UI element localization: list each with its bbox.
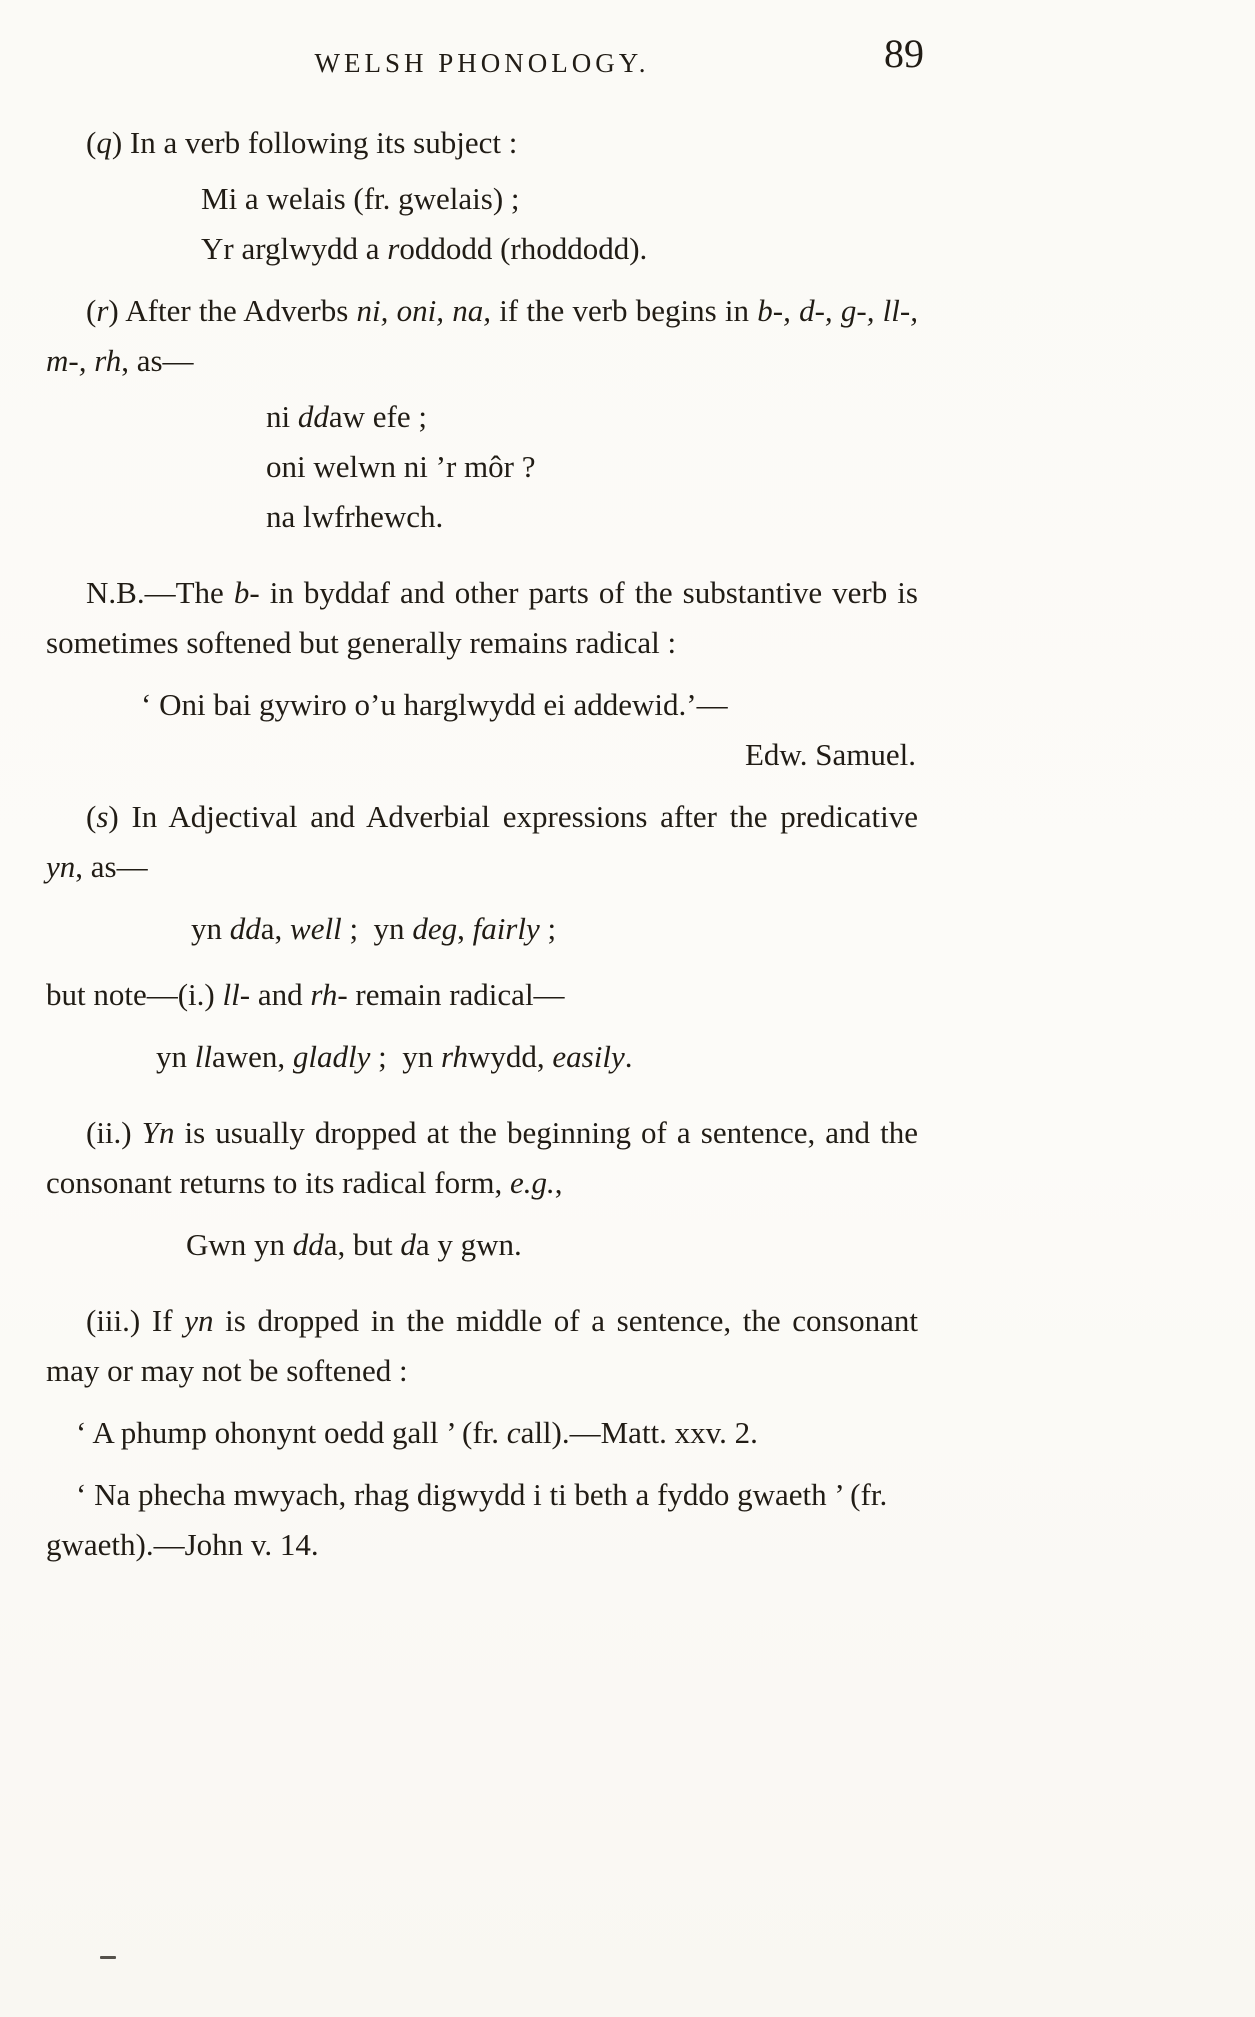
para-s-line: (s) In Adjectival and Adverbial expressions after the predicative yn, as— (46, 799, 918, 884)
para-matt-line: ‘ A phump ohonynt oedd gall ’ (fr. call).—Matt. xxv. 2. (76, 1415, 758, 1450)
example-i (156, 1032, 918, 1082)
examples-r-line: na lwfrhewch. (266, 499, 444, 534)
para-ii-line: (ii.) Yn is usually dropped at the beginning of a sentence, and the consonant returns to its radical form, e.g., (46, 1115, 918, 1200)
para-s (46, 792, 918, 892)
examples-r-line: oni welwn ni ’r môr ? (266, 449, 536, 484)
para-nb-line: N.B.—The b- in byddaf and other parts of the substantive verb is sometimes softened but generally remains radical : (46, 575, 918, 660)
para-r (46, 286, 918, 386)
examples-r-line: ni ddaw efe ; (266, 399, 427, 434)
page-header (46, 31, 924, 94)
example-ii-line: Gwn yn dda, but da y gwn. (186, 1227, 522, 1262)
para-john (46, 1470, 918, 1570)
para-ii (46, 1108, 918, 1208)
para-note-line: but note—(i.) ll- and rh- remain radical— (46, 977, 565, 1012)
examples-q-line: Yr arglwydd a roddodd (rhoddodd). (201, 231, 648, 266)
para-iii-line: (iii.) If yn is dropped in the middle of a sentence, the consonant may or may not be softened : (46, 1303, 918, 1388)
para-note (46, 970, 918, 1020)
quote-attribution (46, 730, 918, 780)
document-body (46, 118, 918, 1570)
example-s-line: yn dda, well ; yn deg, fairly ; (191, 911, 557, 946)
para-nb (46, 568, 918, 668)
para-john-line: ‘ Na phecha mwyach, rhag digwydd i ti beth a fyddo gwaeth ’ (fr. gwaeth).—John v. 14. (46, 1477, 888, 1562)
para-matt (46, 1408, 918, 1458)
para-iii (46, 1296, 918, 1396)
para-q-line: (q) In a verb following its subject : (86, 125, 518, 160)
examples-r (266, 392, 918, 542)
example-ii (186, 1220, 918, 1270)
running-header-title: WELSH PHONOLOGY. (314, 48, 650, 78)
example-s (191, 904, 918, 954)
example-i-line: yn llawen, gladly ; yn rhwydd, easily. (156, 1039, 633, 1074)
page-number: 89 (884, 31, 924, 76)
examples-q-line: Mi a welais (fr. gwelais) ; (201, 181, 520, 216)
para-q (46, 118, 918, 168)
quote-line-line: ‘ Oni bai gywiro o’u harglwydd ei addewid.’— (141, 687, 728, 722)
para-r-line: (r) After the Adverbs ni, oni, na, if the verb begins in b-, d-, g-, ll-, m-, rh, as— (46, 293, 918, 378)
scan-artifact-mark (100, 1956, 116, 1959)
examples-q (201, 174, 918, 274)
quote-attribution-line: Edw. Samuel. (744, 737, 916, 772)
quote-line (141, 680, 918, 730)
text-column (46, 31, 924, 1570)
